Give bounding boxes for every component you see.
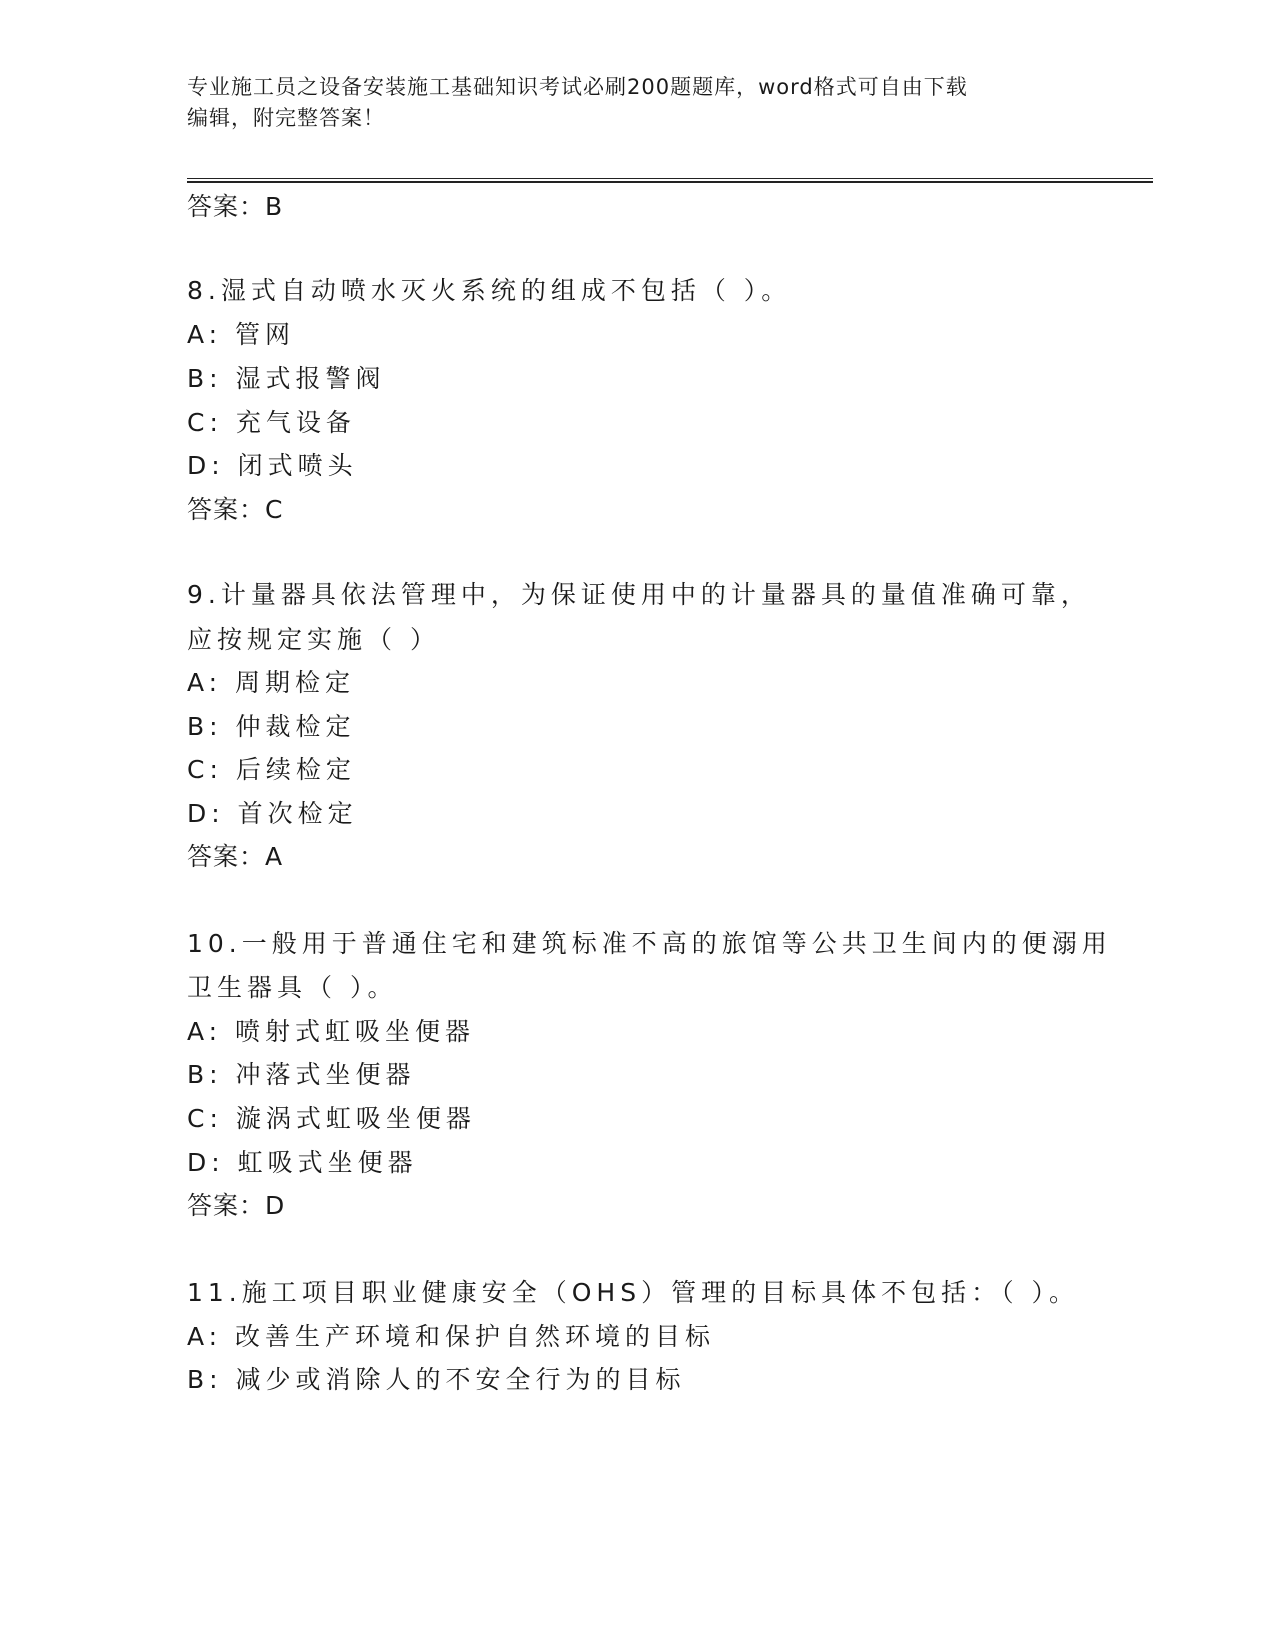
question-10-stem-line-1: 10.一般用于普通住宅和建筑标准不高的旅馆等公共卫生间内的便溺用 bbox=[187, 929, 1112, 958]
question-8-option-b: B: 湿式报警阀 bbox=[187, 364, 386, 393]
question-9-stem-line-2: 应按规定实施（ ） bbox=[187, 625, 440, 654]
question-9-stem-line-1: 9.计量器具依法管理中，为保证使用中的计量器具的量值准确可靠， bbox=[187, 580, 1091, 609]
question-11-option-b: B: 减少或消除人的不安全行为的目标 bbox=[187, 1365, 686, 1394]
question-8-answer: 答案：C bbox=[187, 495, 284, 524]
question-9-answer: 答案：A bbox=[187, 842, 284, 871]
question-10-option-a: A: 喷射式虹吸坐便器 bbox=[187, 1017, 476, 1046]
header-divider-thick bbox=[187, 181, 1153, 183]
question-10-option-d: D: 虹吸式坐便器 bbox=[187, 1148, 418, 1177]
question-10-answer: 答案：D bbox=[187, 1191, 286, 1220]
header-line-1: 专业施工员之设备安装施工基础知识考试必刷200题题库，word格式可自由下载 bbox=[187, 75, 968, 99]
question-11-option-a: A: 改善生产环境和保护自然环境的目标 bbox=[187, 1322, 716, 1351]
header-divider-thin bbox=[187, 178, 1153, 179]
document-header bbox=[187, 72, 1087, 134]
header-line-2: 编辑，附完整答案！ bbox=[187, 106, 385, 130]
question-8-stem: 8.湿式自动喷水灭火系统的组成不包括（ ）。 bbox=[187, 276, 792, 305]
question-10-option-b: B: 冲落式坐便器 bbox=[187, 1060, 416, 1089]
question-11-stem: 11.施工项目职业健康安全（OHS）管理的目标具体不包括：（ ）。 bbox=[187, 1278, 1080, 1307]
question-9-option-a: A: 周期检定 bbox=[187, 668, 356, 697]
question-9-option-d: D: 首次检定 bbox=[187, 799, 358, 828]
question-10-option-c: C: 漩涡式虹吸坐便器 bbox=[187, 1104, 476, 1133]
question-8-option-c: C: 充气设备 bbox=[187, 408, 356, 437]
question-10-stem-line-2: 卫生器具（ ）。 bbox=[187, 973, 398, 1002]
previous-answer: 答案：B bbox=[187, 192, 284, 221]
question-8-option-d: D: 闭式喷头 bbox=[187, 451, 358, 480]
question-9-option-c: C: 后续检定 bbox=[187, 755, 356, 784]
question-8-option-a: A: 管网 bbox=[187, 320, 296, 349]
question-9-option-b: B: 仲裁检定 bbox=[187, 712, 356, 741]
